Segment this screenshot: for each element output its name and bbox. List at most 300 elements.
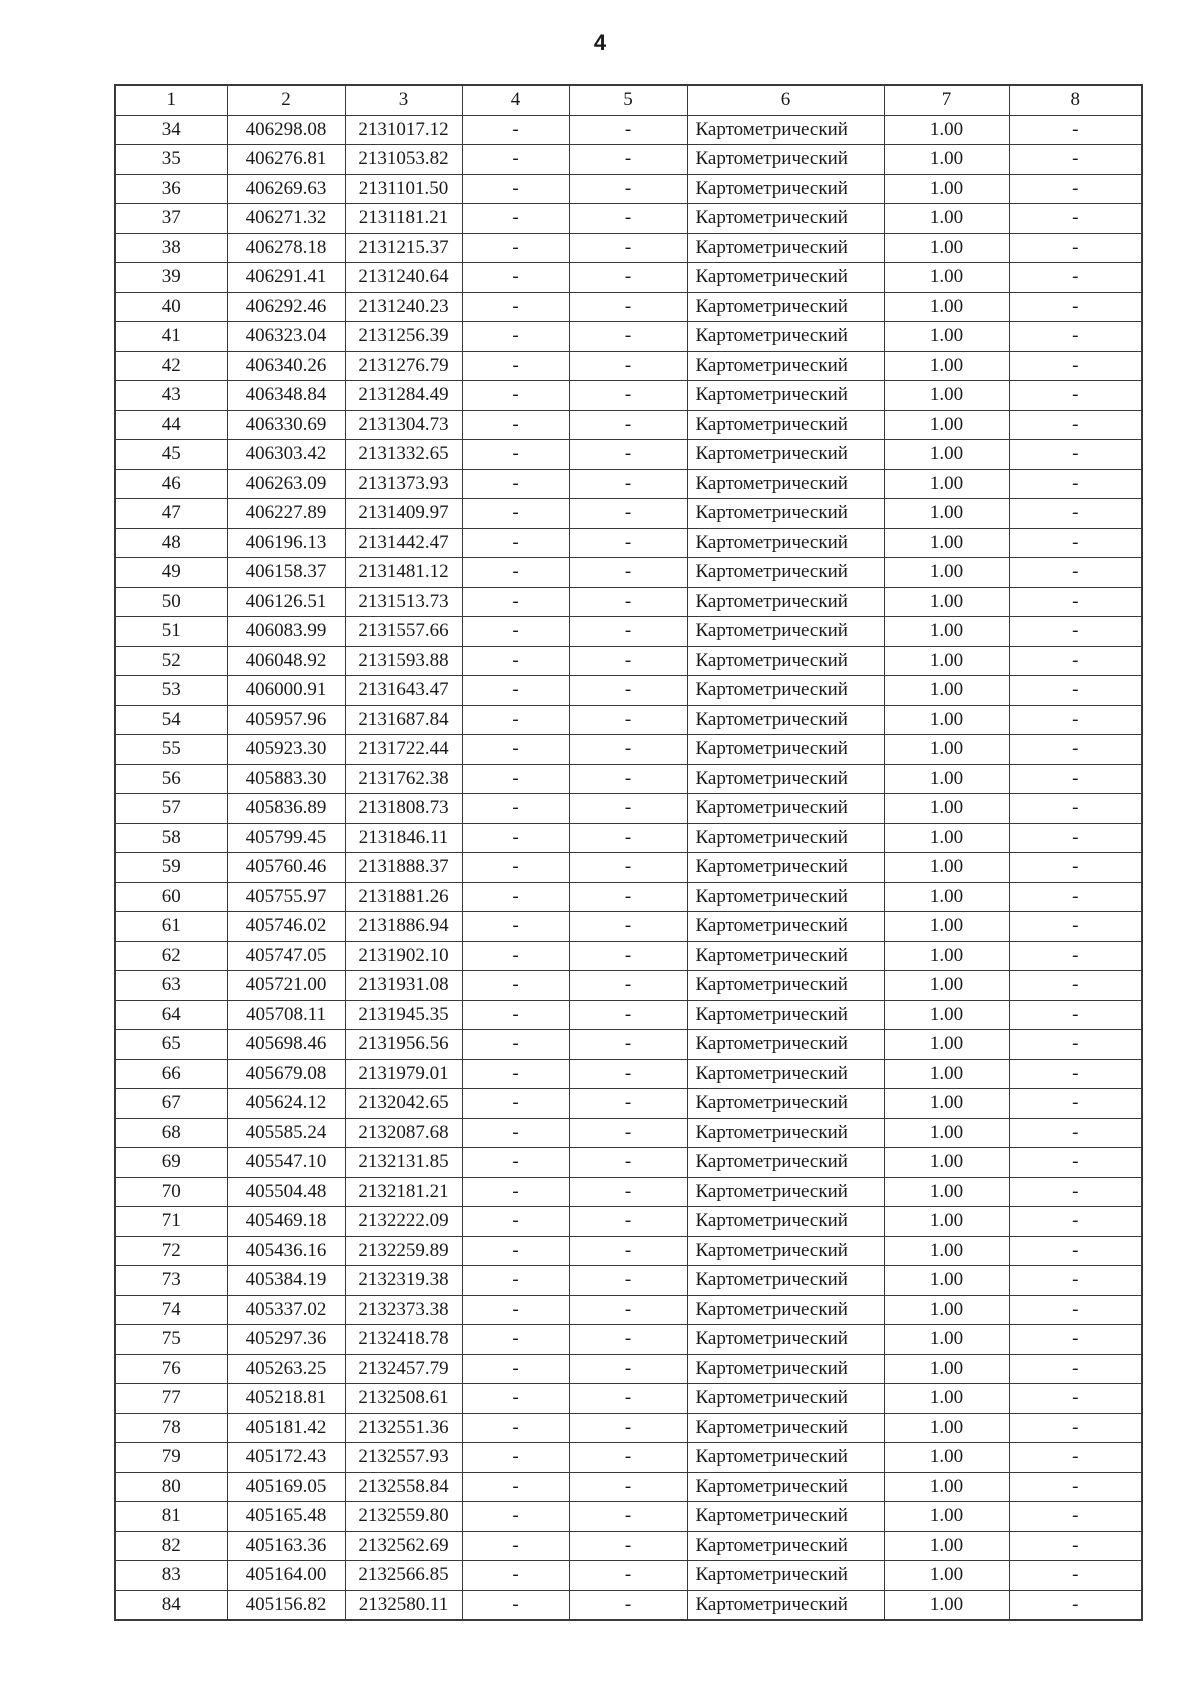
table-cell-col-8: -	[1009, 1472, 1142, 1502]
table-cell-col-8: -	[1009, 410, 1142, 440]
table-header	[115, 85, 1142, 115]
table-cell-col-2: 406227.89	[227, 499, 345, 529]
table-row	[115, 174, 1142, 204]
table-row	[115, 381, 1142, 411]
table-cell-col-7: 1.00	[884, 764, 1009, 794]
table-cell-col-4: -	[462, 558, 569, 588]
table-cell-col-4: -	[462, 1590, 569, 1620]
table-row	[115, 528, 1142, 558]
table-cell-col-3: 2132373.38	[345, 1295, 462, 1325]
table-cell-col-6: Картометрический	[687, 1148, 884, 1178]
table-cell-col-4: -	[462, 1207, 569, 1237]
table-cell-col-1: 83	[115, 1561, 227, 1591]
table-cell-col-2: 405169.05	[227, 1472, 345, 1502]
table-cell-col-7: 1.00	[884, 705, 1009, 735]
table-cell-col-7: 1.00	[884, 381, 1009, 411]
table-cell-col-2: 406271.32	[227, 204, 345, 234]
table-cell-col-2: 406083.99	[227, 617, 345, 647]
table-cell-col-4: -	[462, 469, 569, 499]
coordinates-table	[114, 84, 1143, 1621]
table-cell-col-5: -	[569, 528, 687, 558]
table-cell-col-3: 2131931.08	[345, 971, 462, 1001]
table-cell-col-1: 38	[115, 233, 227, 263]
table-cell-col-6: Картометрический	[687, 587, 884, 617]
table-cell-col-3: 2131687.84	[345, 705, 462, 735]
table-cell-col-4: -	[462, 1236, 569, 1266]
table-cell-col-7: 1.00	[884, 646, 1009, 676]
table-cell-col-7: 1.00	[884, 1207, 1009, 1237]
table-cell-col-4: -	[462, 233, 569, 263]
table-cell-col-4: -	[462, 941, 569, 971]
table-cell-col-7: 1.00	[884, 1000, 1009, 1030]
table-row	[115, 558, 1142, 588]
table-cell-col-7: 1.00	[884, 882, 1009, 912]
table-cell-col-8: -	[1009, 499, 1142, 529]
table-cell-col-1: 55	[115, 735, 227, 765]
table-cell-col-3: 2132418.78	[345, 1325, 462, 1355]
table-cell-col-2: 406126.51	[227, 587, 345, 617]
table-cell-col-5: -	[569, 1443, 687, 1473]
table-cell-col-3: 2132181.21	[345, 1177, 462, 1207]
table-cell-col-4: -	[462, 823, 569, 853]
table-cell-col-7: 1.00	[884, 1531, 1009, 1561]
header-row	[115, 85, 1142, 115]
table-cell-col-4: -	[462, 528, 569, 558]
table-cell-col-1: 76	[115, 1354, 227, 1384]
table-row	[115, 1177, 1142, 1207]
table-cell-col-2: 405923.30	[227, 735, 345, 765]
table-cell-col-4: -	[462, 1177, 569, 1207]
table-cell-col-3: 2131945.35	[345, 1000, 462, 1030]
table-cell-col-8: -	[1009, 882, 1142, 912]
table-cell-col-6: Картометрический	[687, 941, 884, 971]
table-cell-col-4: -	[462, 705, 569, 735]
table-cell-col-1: 42	[115, 351, 227, 381]
table-cell-col-5: -	[569, 1059, 687, 1089]
table-row	[115, 1354, 1142, 1384]
table-cell-col-7: 1.00	[884, 351, 1009, 381]
table-cell-col-2: 406000.91	[227, 676, 345, 706]
table-cell-col-6: Картометрический	[687, 558, 884, 588]
table-cell-col-7: 1.00	[884, 853, 1009, 883]
table-row	[115, 1059, 1142, 1089]
table-cell-col-2: 406348.84	[227, 381, 345, 411]
table-cell-col-4: -	[462, 971, 569, 1001]
table-cell-col-1: 39	[115, 263, 227, 293]
table-cell-col-6: Картометрический	[687, 735, 884, 765]
table-row	[115, 646, 1142, 676]
table-cell-col-1: 52	[115, 646, 227, 676]
table-cell-col-2: 405156.82	[227, 1590, 345, 1620]
table-row	[115, 1443, 1142, 1473]
table-cell-col-6: Картометрический	[687, 853, 884, 883]
table-cell-col-7: 1.00	[884, 912, 1009, 942]
table-cell-col-4: -	[462, 1531, 569, 1561]
table-cell-col-2: 405164.00	[227, 1561, 345, 1591]
table-row	[115, 1148, 1142, 1178]
table-cell-col-5: -	[569, 1531, 687, 1561]
table-row	[115, 676, 1142, 706]
table-cell-col-4: -	[462, 912, 569, 942]
table-cell-col-2: 405708.11	[227, 1000, 345, 1030]
table-cell-col-2: 405384.19	[227, 1266, 345, 1296]
table-cell-col-6: Картометрический	[687, 1413, 884, 1443]
table-cell-col-8: -	[1009, 1059, 1142, 1089]
table-cell-col-1: 46	[115, 469, 227, 499]
table-cell-col-2: 406303.42	[227, 440, 345, 470]
column-header-5: 5	[569, 85, 687, 115]
table-cell-col-6: Картометрический	[687, 1384, 884, 1414]
table-cell-col-1: 62	[115, 941, 227, 971]
table-cell-col-4: -	[462, 1118, 569, 1148]
table-cell-col-2: 405172.43	[227, 1443, 345, 1473]
table-cell-col-6: Картометрический	[687, 1118, 884, 1148]
table-cell-col-3: 2132042.65	[345, 1089, 462, 1119]
table-cell-col-1: 48	[115, 528, 227, 558]
table-cell-col-1: 49	[115, 558, 227, 588]
table-cell-col-7: 1.00	[884, 1295, 1009, 1325]
table-cell-col-4: -	[462, 381, 569, 411]
table-cell-col-8: -	[1009, 145, 1142, 175]
table-cell-col-4: -	[462, 853, 569, 883]
table-cell-col-2: 405957.96	[227, 705, 345, 735]
table-cell-col-5: -	[569, 1177, 687, 1207]
table-cell-col-4: -	[462, 1148, 569, 1178]
table-cell-col-1: 63	[115, 971, 227, 1001]
table-cell-col-1: 54	[115, 705, 227, 735]
table-body	[115, 115, 1142, 1620]
table-cell-col-7: 1.00	[884, 440, 1009, 470]
table-cell-col-7: 1.00	[884, 1266, 1009, 1296]
table-row	[115, 322, 1142, 352]
table-cell-col-3: 2131643.47	[345, 676, 462, 706]
table-row	[115, 617, 1142, 647]
table-cell-col-2: 406269.63	[227, 174, 345, 204]
table-cell-col-3: 2131886.94	[345, 912, 462, 942]
table-cell-col-1: 59	[115, 853, 227, 883]
table-cell-col-6: Картометрический	[687, 1590, 884, 1620]
table-cell-col-2: 405760.46	[227, 853, 345, 883]
table-cell-col-1: 82	[115, 1531, 227, 1561]
table-cell-col-5: -	[569, 1000, 687, 1030]
table-cell-col-7: 1.00	[884, 587, 1009, 617]
table-row	[115, 941, 1142, 971]
table-cell-col-6: Картометрический	[687, 764, 884, 794]
table-cell-col-7: 1.00	[884, 115, 1009, 145]
table-cell-col-8: -	[1009, 735, 1142, 765]
table-cell-col-7: 1.00	[884, 1502, 1009, 1532]
table-cell-col-5: -	[569, 410, 687, 440]
table-cell-col-6: Картометрический	[687, 1089, 884, 1119]
table-cell-col-7: 1.00	[884, 1030, 1009, 1060]
table-cell-col-4: -	[462, 1472, 569, 1502]
table-cell-col-3: 2132562.69	[345, 1531, 462, 1561]
table-cell-col-1: 51	[115, 617, 227, 647]
table-cell-col-1: 77	[115, 1384, 227, 1414]
table-cell-col-1: 47	[115, 499, 227, 529]
table-cell-col-8: -	[1009, 1413, 1142, 1443]
table-cell-col-6: Картометрический	[687, 233, 884, 263]
table-cell-col-4: -	[462, 1030, 569, 1060]
table-cell-col-3: 2131240.64	[345, 263, 462, 293]
table-cell-col-3: 2131888.37	[345, 853, 462, 883]
table-cell-col-5: -	[569, 646, 687, 676]
column-header-3: 3	[345, 85, 462, 115]
table-cell-col-3: 2132557.93	[345, 1443, 462, 1473]
table-cell-col-8: -	[1009, 941, 1142, 971]
table-cell-col-8: -	[1009, 1177, 1142, 1207]
table-cell-col-4: -	[462, 292, 569, 322]
column-header-1: 1	[115, 85, 227, 115]
table-cell-col-6: Картометрический	[687, 115, 884, 145]
table-cell-col-6: Картометрический	[687, 823, 884, 853]
table-row	[115, 115, 1142, 145]
table-cell-col-5: -	[569, 882, 687, 912]
table-row	[115, 794, 1142, 824]
table-cell-col-8: -	[1009, 853, 1142, 883]
table-cell-col-3: 2131481.12	[345, 558, 462, 588]
table-cell-col-1: 37	[115, 204, 227, 234]
table-cell-col-5: -	[569, 971, 687, 1001]
table-cell-col-7: 1.00	[884, 1590, 1009, 1620]
table-cell-col-7: 1.00	[884, 204, 1009, 234]
table-cell-col-3: 2132259.89	[345, 1236, 462, 1266]
table-cell-col-1: 50	[115, 587, 227, 617]
table-cell-col-7: 1.00	[884, 794, 1009, 824]
table-cell-col-2: 405165.48	[227, 1502, 345, 1532]
table-cell-col-8: -	[1009, 676, 1142, 706]
table-cell-col-4: -	[462, 882, 569, 912]
table-cell-col-6: Картометрический	[687, 469, 884, 499]
table-cell-col-8: -	[1009, 204, 1142, 234]
column-header-6: 6	[687, 85, 884, 115]
table-cell-col-5: -	[569, 558, 687, 588]
table-cell-col-7: 1.00	[884, 233, 1009, 263]
table-row	[115, 440, 1142, 470]
table-cell-col-5: -	[569, 351, 687, 381]
table-cell-col-3: 2131593.88	[345, 646, 462, 676]
table-cell-col-4: -	[462, 115, 569, 145]
table-cell-col-1: 66	[115, 1059, 227, 1089]
table-row	[115, 1266, 1142, 1296]
table-cell-col-7: 1.00	[884, 1236, 1009, 1266]
table-cell-col-8: -	[1009, 646, 1142, 676]
table-cell-col-4: -	[462, 145, 569, 175]
table-cell-col-5: -	[569, 1089, 687, 1119]
table-row	[115, 1502, 1142, 1532]
table-cell-col-5: -	[569, 204, 687, 234]
table-row	[115, 233, 1142, 263]
table-cell-col-3: 2131284.49	[345, 381, 462, 411]
table-cell-col-1: 40	[115, 292, 227, 322]
table-cell-col-5: -	[569, 676, 687, 706]
table-cell-col-5: -	[569, 115, 687, 145]
table-cell-col-3: 2131846.11	[345, 823, 462, 853]
table-row	[115, 1472, 1142, 1502]
table-cell-col-6: Картометрический	[687, 1325, 884, 1355]
table-row	[115, 705, 1142, 735]
table-cell-col-8: -	[1009, 469, 1142, 499]
table-cell-col-8: -	[1009, 912, 1142, 942]
column-header-2: 2	[227, 85, 345, 115]
table-cell-col-6: Картометрический	[687, 676, 884, 706]
table-cell-col-3: 2131881.26	[345, 882, 462, 912]
table-cell-col-5: -	[569, 823, 687, 853]
column-header-7: 7	[884, 85, 1009, 115]
table-row	[115, 499, 1142, 529]
table-cell-col-7: 1.00	[884, 1384, 1009, 1414]
table-cell-col-6: Картометрический	[687, 440, 884, 470]
table-cell-col-6: Картометрический	[687, 646, 884, 676]
table-cell-col-8: -	[1009, 1030, 1142, 1060]
table-cell-col-5: -	[569, 1148, 687, 1178]
table-cell-col-6: Картометрический	[687, 410, 884, 440]
table-cell-col-1: 45	[115, 440, 227, 470]
table-cell-col-5: -	[569, 1295, 687, 1325]
table-cell-col-3: 2131256.39	[345, 322, 462, 352]
table-cell-col-3: 2131215.37	[345, 233, 462, 263]
table-cell-col-7: 1.00	[884, 1472, 1009, 1502]
table-row	[115, 971, 1142, 1001]
table-cell-col-7: 1.00	[884, 823, 1009, 853]
table-cell-col-6: Картометрический	[687, 292, 884, 322]
table-cell-col-2: 406048.92	[227, 646, 345, 676]
table-cell-col-5: -	[569, 1561, 687, 1591]
table-cell-col-1: 64	[115, 1000, 227, 1030]
table-cell-col-3: 2131979.01	[345, 1059, 462, 1089]
table-cell-col-3: 2131053.82	[345, 145, 462, 175]
table-cell-col-7: 1.00	[884, 528, 1009, 558]
column-header-8: 8	[1009, 85, 1142, 115]
table-cell-col-1: 36	[115, 174, 227, 204]
table-cell-col-7: 1.00	[884, 410, 1009, 440]
table-cell-col-8: -	[1009, 764, 1142, 794]
table-cell-col-8: -	[1009, 174, 1142, 204]
table-row	[115, 1413, 1142, 1443]
table-cell-col-4: -	[462, 1413, 569, 1443]
table-cell-col-1: 73	[115, 1266, 227, 1296]
table-cell-col-6: Картометрический	[687, 322, 884, 352]
table-cell-col-6: Картометрический	[687, 351, 884, 381]
table-cell-col-8: -	[1009, 1561, 1142, 1591]
table-cell-col-2: 405436.16	[227, 1236, 345, 1266]
table-cell-col-4: -	[462, 440, 569, 470]
table-cell-col-3: 2131902.10	[345, 941, 462, 971]
table-cell-col-6: Картометрический	[687, 1502, 884, 1532]
table-cell-col-8: -	[1009, 1354, 1142, 1384]
table-cell-col-7: 1.00	[884, 1177, 1009, 1207]
table-cell-col-2: 406292.46	[227, 292, 345, 322]
table-cell-col-4: -	[462, 1354, 569, 1384]
table-cell-col-5: -	[569, 617, 687, 647]
table-row	[115, 1384, 1142, 1414]
table-cell-col-8: -	[1009, 263, 1142, 293]
table-cell-col-5: -	[569, 1030, 687, 1060]
table-row	[115, 145, 1142, 175]
table-cell-col-3: 2131101.50	[345, 174, 462, 204]
table-cell-col-8: -	[1009, 1443, 1142, 1473]
table-cell-col-3: 2132457.79	[345, 1354, 462, 1384]
table-cell-col-6: Картометрический	[687, 1207, 884, 1237]
table-cell-col-5: -	[569, 499, 687, 529]
table-cell-col-4: -	[462, 322, 569, 352]
table-cell-col-7: 1.00	[884, 1413, 1009, 1443]
table-cell-col-6: Картометрический	[687, 145, 884, 175]
table-cell-col-4: -	[462, 1561, 569, 1591]
table-cell-col-2: 405181.42	[227, 1413, 345, 1443]
table-cell-col-5: -	[569, 381, 687, 411]
table-cell-col-4: -	[462, 1295, 569, 1325]
table-cell-col-7: 1.00	[884, 1325, 1009, 1355]
table-cell-col-5: -	[569, 469, 687, 499]
table-cell-col-6: Картометрический	[687, 1236, 884, 1266]
table-cell-col-3: 2132508.61	[345, 1384, 462, 1414]
table-cell-col-8: -	[1009, 587, 1142, 617]
table-cell-col-6: Картометрический	[687, 705, 884, 735]
table-cell-col-6: Картометрический	[687, 794, 884, 824]
table-row	[115, 292, 1142, 322]
table-cell-col-1: 75	[115, 1325, 227, 1355]
table-cell-col-4: -	[462, 1266, 569, 1296]
table-cell-col-3: 2131956.56	[345, 1030, 462, 1060]
table-cell-col-2: 406278.18	[227, 233, 345, 263]
table-row	[115, 853, 1142, 883]
table-cell-col-1: 35	[115, 145, 227, 175]
table-cell-col-3: 2132566.85	[345, 1561, 462, 1591]
table-row	[115, 912, 1142, 942]
table-cell-col-2: 405755.97	[227, 882, 345, 912]
table-row	[115, 1000, 1142, 1030]
table-cell-col-4: -	[462, 1502, 569, 1532]
table-cell-col-5: -	[569, 853, 687, 883]
table-cell-col-8: -	[1009, 528, 1142, 558]
table-cell-col-3: 2131276.79	[345, 351, 462, 381]
table-cell-col-1: 81	[115, 1502, 227, 1532]
table-cell-col-7: 1.00	[884, 499, 1009, 529]
table-cell-col-4: -	[462, 1089, 569, 1119]
table-cell-col-6: Картометрический	[687, 1295, 884, 1325]
table-cell-col-8: -	[1009, 1236, 1142, 1266]
table-cell-col-5: -	[569, 794, 687, 824]
table-row	[115, 1561, 1142, 1591]
table-cell-col-1: 44	[115, 410, 227, 440]
table-cell-col-5: -	[569, 145, 687, 175]
table-cell-col-1: 80	[115, 1472, 227, 1502]
table-cell-col-6: Картометрический	[687, 882, 884, 912]
page-number: 4	[593, 30, 607, 55]
table-cell-col-8: -	[1009, 292, 1142, 322]
table-cell-col-8: -	[1009, 1384, 1142, 1414]
table-cell-col-1: 57	[115, 794, 227, 824]
table-cell-col-7: 1.00	[884, 676, 1009, 706]
table-cell-col-7: 1.00	[884, 469, 1009, 499]
table-cell-col-4: -	[462, 1325, 569, 1355]
table-cell-col-1: 74	[115, 1295, 227, 1325]
table-cell-col-3: 2132222.09	[345, 1207, 462, 1237]
table-cell-col-3: 2131332.65	[345, 440, 462, 470]
table-cell-col-7: 1.00	[884, 971, 1009, 1001]
table-cell-col-8: -	[1009, 233, 1142, 263]
table-row	[115, 1236, 1142, 1266]
table-cell-col-2: 405883.30	[227, 764, 345, 794]
table-cell-col-1: 71	[115, 1207, 227, 1237]
table-cell-col-5: -	[569, 440, 687, 470]
table-cell-col-3: 2131181.21	[345, 204, 462, 234]
table-cell-col-8: -	[1009, 1148, 1142, 1178]
table-cell-col-2: 405218.81	[227, 1384, 345, 1414]
table-cell-col-5: -	[569, 587, 687, 617]
table-cell-col-1: 72	[115, 1236, 227, 1266]
